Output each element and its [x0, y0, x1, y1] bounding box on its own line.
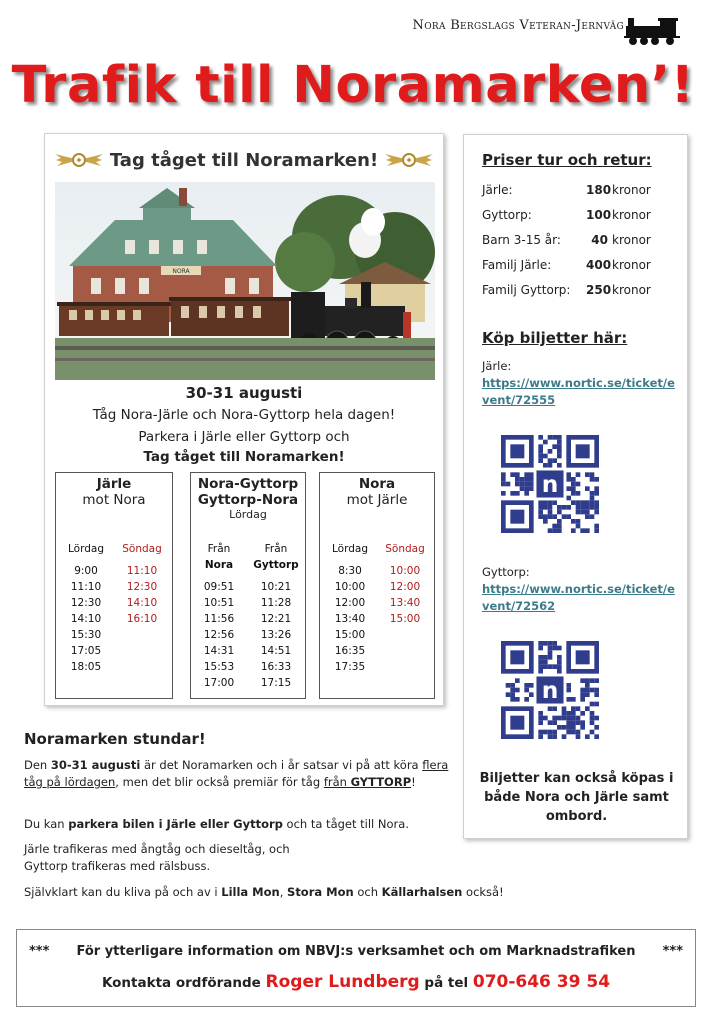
- departure-time: 12:00: [389, 581, 421, 593]
- timetable-title: Nora: [358, 476, 396, 492]
- departure-time: 10:00: [389, 565, 421, 577]
- page-title: Trafik till Noramarken’!: [11, 56, 695, 115]
- contact-phone[interactable]: 070-646 39 54: [472, 972, 611, 992]
- info-paragraph-4: Självklart kan du kliva på och av i Lilla Mon, Stora Mon och Källarhalsen också!: [24, 885, 504, 899]
- tickets-heading: Köp biljetter här:: [482, 329, 628, 347]
- ticket-note: Biljetter kan också köpas i både Nora och Järle samt ombord.: [479, 771, 674, 824]
- price-value: 100: [586, 208, 612, 222]
- timetable-subtitle: Lördag: [229, 508, 267, 521]
- price-unit: kronor: [612, 283, 651, 297]
- departure-time: 11:28: [260, 597, 292, 609]
- column-header: Från: [207, 543, 231, 555]
- departure-time: 11:10: [126, 565, 158, 577]
- departure-time: 10:21: [260, 581, 292, 593]
- departure-time: 10:00: [334, 581, 366, 593]
- qr-logo-letter: n: [541, 469, 559, 498]
- departure-time: 15:53: [203, 661, 235, 673]
- column-header: Söndag: [385, 543, 425, 555]
- timetable-column-from-nora: [193, 541, 245, 691]
- price-value: 400: [586, 258, 612, 272]
- poster-line-2: Parkera i Järle eller Gyttorp och: [138, 429, 350, 445]
- departure-time: 13:40: [389, 597, 421, 609]
- price-unit: kronor: [612, 258, 651, 272]
- departure-time: 17:00: [203, 677, 235, 689]
- price-unit: kronor: [612, 233, 651, 247]
- price-label: Järle:: [482, 183, 513, 197]
- timetable-column-sunday: [116, 541, 168, 627]
- info-paragraph-1: Den 30-31 augusti är det Noramarken och i år satsar vi på att köra flera tåg på lördagen, men det blir också premiär för tåg från GYTTORP!: [24, 758, 449, 789]
- info-heading: Noramarken stundar!: [24, 730, 206, 748]
- price-unit: kronor: [612, 183, 651, 197]
- column-header: Från: [264, 543, 288, 555]
- departure-time: 16:10: [126, 613, 158, 625]
- timetable-column-from-gyttorp: [249, 541, 303, 691]
- qr-logo-letter: n: [541, 675, 559, 704]
- timetable-nora: [319, 472, 435, 699]
- info-paragraph-2: Du kan parkera bilen i Järle eller Gyttorp och ta tåget till Nora.: [24, 817, 409, 831]
- departure-time: 17:15: [260, 677, 292, 689]
- departure-time: 14:51: [260, 645, 292, 657]
- departure-time: 12:21: [260, 613, 292, 625]
- timetable-gyttorp: [190, 472, 306, 699]
- train-station-photo: [55, 182, 435, 380]
- timetable-title: Nora-Gyttorp: [197, 476, 299, 492]
- footer-stars: ***: [29, 944, 50, 959]
- price-unit: kronor: [612, 208, 651, 222]
- column-header: Söndag: [122, 543, 162, 555]
- timetable-jarle: [55, 472, 173, 699]
- departure-time: 8:30: [338, 565, 362, 577]
- winged-wheel-icon: [383, 148, 435, 172]
- departure-time: 16:35: [334, 645, 366, 657]
- timetable-column-saturday: [60, 541, 112, 675]
- jarle-ticket-label: Järle:: [482, 359, 512, 373]
- price-label: Barn 3-15 år:: [482, 233, 561, 247]
- poster-line-3: Tag tåget till Noramarken!: [143, 449, 345, 465]
- timetable-column-saturday: [324, 541, 376, 675]
- departure-time: 12:00: [334, 597, 366, 609]
- footer-stars: ***: [662, 944, 683, 959]
- column-header: Nora: [204, 559, 234, 571]
- departure-time: 15:30: [70, 629, 102, 641]
- timetable-title: Gyttorp-Nora: [197, 492, 299, 508]
- column-header: Lördag: [68, 543, 104, 555]
- column-header: Lördag: [332, 543, 368, 555]
- prices-and-tickets-panel: [463, 134, 688, 839]
- footer-info-line: *** För ytterligare information om NBVJ:s verksamhet och om Marknadstrafiken ***: [29, 944, 683, 959]
- departure-time: 11:10: [70, 581, 102, 593]
- gyttorp-ticket-label: Gyttorp:: [482, 565, 530, 579]
- departure-time: 13:26: [260, 629, 292, 641]
- departure-time: 12:56: [203, 629, 235, 641]
- timetable-subtitle: mot Nora: [82, 492, 146, 508]
- price-label: Familj Järle:: [482, 258, 552, 272]
- info-paragraph-3: Järle trafikeras med ångtåg och dieseltåg, och Gyttorp trafikeras med rälsbuss.: [24, 842, 290, 873]
- departure-time: 09:51: [203, 581, 235, 593]
- event-poster: [44, 133, 444, 706]
- station-sign: NORA: [172, 268, 190, 275]
- poster-date: 30-31 augusti: [185, 384, 303, 402]
- departure-time: 12:30: [126, 581, 158, 593]
- jarle-ticket-link[interactable]: https://www.nortic.se/ticket/event/72555: [482, 376, 675, 407]
- organization-name: Nora Bergslags Veteran-Jernväg: [412, 18, 624, 33]
- contact-footer: [16, 929, 696, 1007]
- gyttorp-qr-code: [501, 641, 599, 739]
- jarle-qr-code: [501, 435, 599, 533]
- departure-time: 18:05: [70, 661, 102, 673]
- departure-time: 16:33: [260, 661, 292, 673]
- departure-time: 14:10: [70, 613, 102, 625]
- departure-time: 14:10: [126, 597, 158, 609]
- departure-time: 9:00: [74, 565, 98, 577]
- poster-title: Tag tåget till Noramarken!: [109, 150, 379, 171]
- timetable-subtitle: mot Järle: [346, 492, 408, 508]
- timetable-column-sunday: [378, 541, 432, 627]
- price-label: Gyttorp:: [482, 208, 532, 222]
- departure-time: 15:00: [334, 629, 366, 641]
- departure-time: 17:35: [334, 661, 366, 673]
- price-value: 40: [591, 233, 608, 247]
- column-header: Gyttorp: [253, 559, 299, 571]
- departure-time: 14:31: [203, 645, 235, 657]
- departure-time: 10:51: [203, 597, 235, 609]
- prices-heading: Priser tur och retur:: [482, 151, 652, 169]
- timetable-title: Järle: [96, 476, 132, 492]
- price-label: Familj Gyttorp:: [482, 283, 571, 297]
- footer-contact-line: Kontakta ordförande Roger Lundberg på tel 070-646 39 54: [101, 972, 611, 992]
- contact-name: Roger Lundberg: [265, 972, 420, 992]
- price-value: 250: [586, 283, 612, 297]
- departure-time: 12:30: [70, 597, 102, 609]
- departure-time: 13:40: [334, 613, 366, 625]
- departure-time: 15:00: [389, 613, 421, 625]
- departure-time: 11:56: [203, 613, 235, 625]
- steam-locomotive-icon: [624, 16, 682, 46]
- gyttorp-ticket-link[interactable]: https://www.nortic.se/ticket/event/72562: [482, 582, 675, 613]
- poster-line-1: Tåg Nora-Järle och Nora-Gyttorp hela dagen!: [92, 407, 396, 423]
- price-value: 180: [586, 183, 612, 197]
- departure-time: 17:05: [70, 645, 102, 657]
